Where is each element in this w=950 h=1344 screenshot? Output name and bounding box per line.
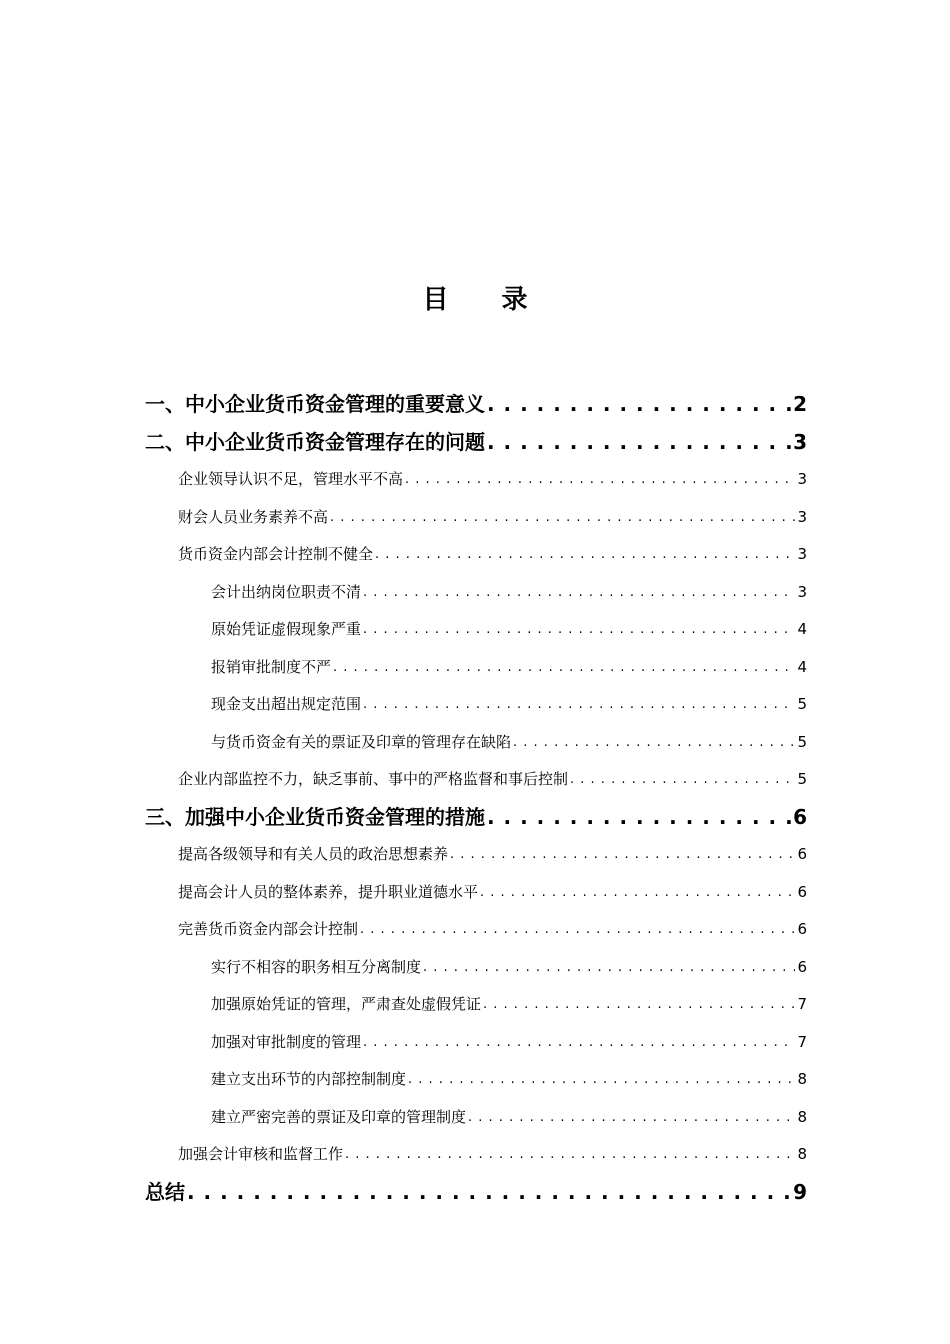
dot-leader — [483, 986, 795, 1024]
dot-leader — [405, 461, 795, 499]
toc-entry-label: 货币资金内部会计控制不健全 — [178, 545, 374, 563]
toc-entry[interactable] — [145, 1136, 807, 1174]
toc-entry-label: 原始凭证虚假现象严重 — [211, 620, 362, 638]
toc-entry[interactable] — [145, 649, 807, 687]
toc-entry[interactable] — [145, 799, 807, 837]
dot-leader — [487, 424, 791, 462]
toc-entry-label: 企业内部监控不力，缺乏事前、事中的严格监督和事后控制 — [178, 770, 569, 788]
dot-leader — [363, 611, 795, 649]
toc-entry-label: 建立支出环节的内部控制制度 — [211, 1070, 407, 1088]
toc-entry[interactable] — [145, 1061, 807, 1099]
toc-page-number: 9 — [793, 1179, 807, 1204]
toc-page-number: 3 — [797, 582, 807, 601]
dot-leader — [333, 649, 795, 687]
toc-entry-label: 与货币资金有关的票证及印章的管理存在缺陷 — [211, 732, 512, 751]
toc-entry[interactable] — [145, 499, 807, 537]
dot-leader — [330, 499, 795, 537]
toc-entry[interactable] — [145, 1099, 807, 1137]
toc-entry-label: 建立严密完善的票证及印章的管理制度 — [211, 1107, 467, 1126]
toc-page-number: 6 — [797, 882, 807, 901]
toc-title: 目 录 — [422, 285, 550, 315]
dot-leader — [487, 386, 791, 424]
toc-entry[interactable] — [145, 536, 807, 574]
toc-entry-label: 报销审批制度不严 — [211, 657, 332, 676]
toc-page-number: 8 — [797, 1107, 807, 1126]
dot-leader — [375, 536, 795, 574]
toc-entry[interactable] — [145, 836, 807, 874]
toc-entry[interactable] — [145, 874, 807, 912]
toc-entry[interactable] — [145, 611, 807, 649]
toc-page-number: 3 — [793, 429, 807, 454]
toc-entry[interactable] — [145, 986, 807, 1024]
toc-page-number: 7 — [797, 995, 807, 1013]
dot-leader — [480, 874, 795, 912]
toc-page-number: 3 — [797, 470, 807, 488]
toc-entry-label: 总结 — [145, 1179, 185, 1204]
table-of-contents — [145, 386, 807, 1211]
toc-entry-label: 三、加强中小企业货币资金管理的措施 — [145, 804, 485, 829]
toc-page-number: 6 — [793, 804, 807, 829]
dot-leader — [423, 949, 795, 987]
dot-leader — [570, 761, 795, 799]
toc-entry-label: 加强原始凭证的管理，严肃查处虚假凭证 — [211, 995, 482, 1013]
toc-page-number: 8 — [797, 1145, 807, 1163]
dot-leader — [487, 799, 791, 837]
toc-entry-label: 企业领导认识不足，管理水平不高 — [178, 470, 404, 488]
toc-page-number: 5 — [797, 732, 807, 751]
toc-entry-label: 完善货币资金内部会计控制 — [178, 920, 359, 938]
dot-leader — [450, 836, 795, 874]
toc-page-number: 4 — [797, 620, 807, 638]
toc-page-number: 8 — [797, 1070, 807, 1088]
toc-entry[interactable] — [145, 761, 807, 799]
dot-leader — [345, 1136, 795, 1174]
toc-entry-label: 提高会计人员的整体素养，提升职业道德水平 — [178, 882, 479, 901]
toc-entry[interactable] — [145, 686, 807, 724]
dot-leader — [468, 1099, 795, 1137]
toc-entry-label: 现金支出超出规定范围 — [211, 695, 362, 713]
toc-page-number: 3 — [797, 507, 807, 526]
dot-leader — [360, 911, 795, 949]
toc-entry-label: 实行不相容的职务相互分离制度 — [211, 957, 422, 976]
toc-page-number: 6 — [797, 920, 807, 938]
toc-entry[interactable] — [145, 1024, 807, 1062]
toc-page-number: 7 — [797, 1032, 807, 1051]
toc-page-number: 5 — [797, 770, 807, 788]
toc-entry[interactable] — [145, 949, 807, 987]
toc-entry[interactable] — [145, 386, 807, 424]
toc-page-number: 5 — [797, 695, 807, 713]
dot-leader — [363, 686, 795, 724]
dot-leader — [408, 1061, 795, 1099]
dot-leader — [513, 724, 795, 762]
toc-page-number: 4 — [797, 657, 807, 676]
toc-entry[interactable] — [145, 911, 807, 949]
toc-page-number: 6 — [797, 845, 807, 863]
toc-entry[interactable] — [145, 574, 807, 612]
dot-leader — [363, 574, 795, 612]
toc-entry-label: 加强对审批制度的管理 — [211, 1032, 362, 1051]
toc-entry[interactable] — [145, 461, 807, 499]
toc-page-number: 6 — [797, 957, 807, 976]
toc-entry-label: 加强会计审核和监督工作 — [178, 1145, 344, 1163]
toc-page-number: 3 — [797, 545, 807, 563]
dot-leader — [363, 1024, 795, 1062]
toc-page-number: 2 — [793, 392, 807, 416]
toc-entry[interactable] — [145, 1174, 807, 1212]
toc-entry-label: 会计出纳岗位职责不清 — [211, 582, 362, 601]
dot-leader — [187, 1174, 791, 1212]
toc-entry-label: 提高各级领导和有关人员的政治思想素养 — [178, 845, 449, 863]
toc-entry-label: 财会人员业务素养不高 — [178, 507, 329, 526]
toc-entry[interactable] — [145, 424, 807, 462]
toc-entry-label: 一、中小企业货币资金管理的重要意义 — [145, 392, 485, 416]
toc-entry[interactable] — [145, 724, 807, 762]
toc-entry-label: 二、中小企业货币资金管理存在的问题 — [145, 429, 485, 454]
